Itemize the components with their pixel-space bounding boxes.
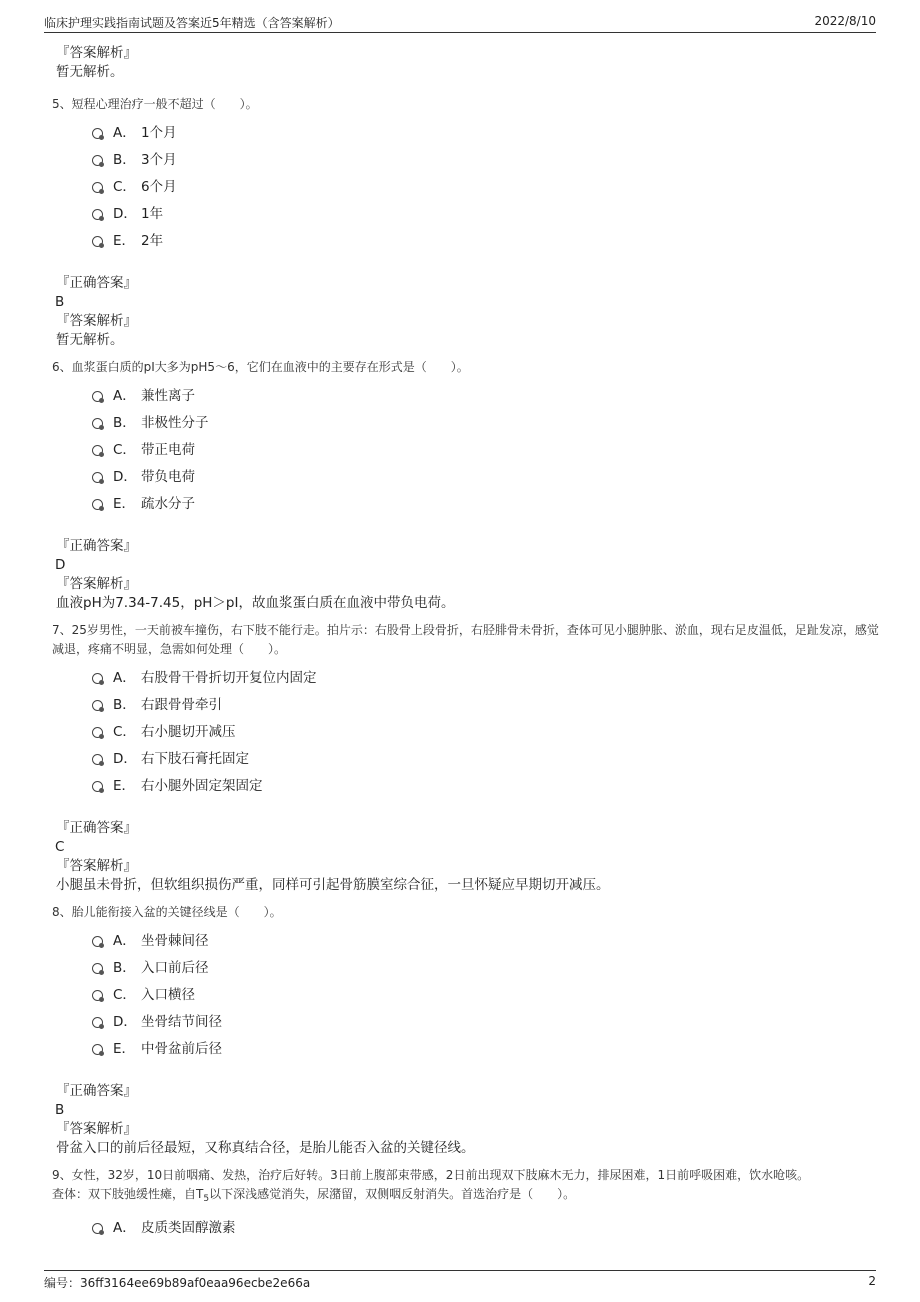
q7-options <box>92 662 882 797</box>
option-row[interactable] <box>92 198 882 225</box>
radio-icon[interactable] <box>92 963 103 974</box>
option-row[interactable] <box>92 380 882 407</box>
radio-icon[interactable] <box>92 182 103 193</box>
option-text: 3个月 <box>141 151 177 168</box>
option-letter: C． <box>113 986 136 1003</box>
option-text: 带正电荷 <box>141 441 195 458</box>
question-9-line-1: 9、女性，32岁，10日前咽痛、发热，治疗后好转。3日前上腹部束带感，2日前出现双下肢麻木无力，排尿困难，1日前呼吸困难，饮水呛咳。 <box>52 1168 810 1182</box>
question-9-line-2: 查体：双下肢弛缓性瘫，自$T_5$以下深浅感觉消失，尿潴留，双侧咽反射消失。首选治疗是（ ）。 <box>52 1187 576 1204</box>
option-row[interactable] <box>92 407 882 434</box>
option-letter: B． <box>113 414 136 431</box>
analysis-text: 暂无解析。 <box>56 64 124 80</box>
question-6: 6、血浆蛋白质的pI大多为pH5～6，它们在血液中的主要存在形式是（ ）。 <box>52 360 469 374</box>
correct-answer-label: 『正确答案』 <box>56 1083 137 1099</box>
analysis-label: 『答案解析』 <box>56 858 137 874</box>
q6-options <box>92 380 882 515</box>
option-letter: B． <box>113 151 136 168</box>
option-letter: D． <box>113 468 137 485</box>
option-row[interactable] <box>92 434 882 461</box>
radio-icon[interactable] <box>92 472 103 483</box>
option-text: 兼性离子 <box>141 387 195 404</box>
option-row[interactable] <box>92 662 882 689</box>
option-text: 坐骨棘间径 <box>141 932 209 949</box>
analysis-text: 小腿虽未骨折，但软组织损伤严重，同样可引起骨筋膜室综合征，一旦怀疑应早期切开减压。 <box>56 877 610 893</box>
radio-icon[interactable] <box>92 236 103 247</box>
option-row[interactable] <box>92 1033 882 1060</box>
option-text: 1年 <box>141 205 164 222</box>
analysis-text: 血液pH为7.34-7.45，pH＞pI，故血浆蛋白质在血液中带负电荷。 <box>56 595 455 611</box>
option-text: 入口前后径 <box>141 959 209 976</box>
option-letter: A． <box>113 1219 136 1236</box>
option-row[interactable] <box>92 743 882 770</box>
radio-icon[interactable] <box>92 499 103 510</box>
option-letter: E． <box>113 777 136 794</box>
option-letter: C． <box>113 723 136 740</box>
option-row[interactable] <box>92 716 882 743</box>
option-row[interactable] <box>92 925 882 952</box>
correct-answer-label: 『正确答案』 <box>56 275 137 291</box>
radio-icon[interactable] <box>92 155 103 166</box>
option-letter: E． <box>113 232 136 249</box>
option-text: 6个月 <box>141 178 177 195</box>
option-letter: A． <box>113 932 136 949</box>
radio-icon[interactable] <box>92 418 103 429</box>
option-row[interactable] <box>92 171 882 198</box>
q5-options <box>92 117 882 252</box>
correct-answer: B <box>55 1102 65 1118</box>
option-text: 疏水分子 <box>141 495 195 512</box>
radio-icon[interactable] <box>92 781 103 792</box>
option-text: 非极性分子 <box>141 414 209 431</box>
correct-answer: D <box>55 557 66 573</box>
radio-icon[interactable] <box>92 754 103 765</box>
option-row[interactable] <box>92 144 882 171</box>
radio-icon[interactable] <box>92 1044 103 1055</box>
radio-icon[interactable] <box>92 128 103 139</box>
radio-icon[interactable] <box>92 727 103 738</box>
question-7: 7、25岁男性，一天前被车撞伤，右下肢不能行走。拍片示：右股骨上段骨折，右胫腓骨未骨折，查体可见小腿肿胀、淤血，现右足皮温低，足趾发凉，感觉减退，疼痛不明显，急需如何处理（ ）。 <box>52 623 879 656</box>
page-number: 2 <box>868 1274 876 1288</box>
radio-icon[interactable] <box>92 1223 103 1234</box>
radio-icon[interactable] <box>92 673 103 684</box>
option-letter: B． <box>113 696 136 713</box>
analysis-label: 『答案解析』 <box>56 313 137 329</box>
option-text: 皮质类固醇激素 <box>141 1219 236 1236</box>
main-content <box>52 44 882 1239</box>
analysis-label: 『答案解析』 <box>56 1121 137 1137</box>
option-row[interactable] <box>92 952 882 979</box>
correct-answer: B <box>55 294 65 310</box>
option-letter: A． <box>113 387 136 404</box>
option-text: 入口横径 <box>141 986 195 1003</box>
option-letter: E． <box>113 1040 136 1057</box>
option-text: 右小腿外固定架固定 <box>141 777 263 794</box>
page-footer <box>44 1270 876 1293</box>
option-row[interactable] <box>92 1006 882 1033</box>
option-text: 右小腿切开减压 <box>141 723 236 740</box>
question-8: 8、胎儿能衔接入盆的关键径线是（ ）。 <box>52 905 282 919</box>
document-date: 2022/8/10 <box>814 14 876 28</box>
option-letter: C． <box>113 441 136 458</box>
option-row[interactable] <box>92 117 882 144</box>
radio-icon[interactable] <box>92 209 103 220</box>
q8-options <box>92 925 882 1060</box>
radio-icon[interactable] <box>92 936 103 947</box>
document-code: 编号：36ff3164ee69b89af0eaa96ecbe2e66a <box>44 1276 311 1290</box>
analysis-label: 『答案解析』 <box>56 576 137 592</box>
option-letter: A． <box>113 124 136 141</box>
question-5: 5、短程心理治疗一般不超过（ ）。 <box>52 97 258 111</box>
radio-icon[interactable] <box>92 700 103 711</box>
option-row[interactable] <box>92 1212 882 1239</box>
option-text: 右下肢石膏托固定 <box>141 750 249 767</box>
option-letter: C． <box>113 178 136 195</box>
correct-answer: C <box>55 839 65 855</box>
option-letter: D． <box>113 750 137 767</box>
q9-options <box>92 1212 882 1239</box>
option-text: 右跟骨骨牵引 <box>141 696 222 713</box>
option-text: 中骨盆前后径 <box>141 1040 222 1057</box>
option-row[interactable] <box>92 770 882 797</box>
document-title: 临床护理实践指南试题及答案近5年精选（含答案解析） <box>44 16 340 30</box>
analysis-label: 『答案解析』 <box>56 45 137 61</box>
radio-icon[interactable] <box>92 1017 103 1028</box>
analysis-text: 骨盆入口的前后径最短，又称真结合径，是胎儿能否入盆的关键径线。 <box>56 1140 475 1156</box>
option-text: 坐骨结节间径 <box>141 1013 222 1030</box>
radio-icon[interactable] <box>92 445 103 456</box>
option-row[interactable] <box>92 461 882 488</box>
option-row[interactable] <box>92 689 882 716</box>
option-row[interactable] <box>92 225 882 252</box>
option-text: 右股骨干骨折切开复位内固定 <box>141 669 317 686</box>
option-letter: E． <box>113 495 136 512</box>
option-row[interactable] <box>92 979 882 1006</box>
analysis-text: 暂无解析。 <box>56 332 124 348</box>
radio-icon[interactable] <box>92 391 103 402</box>
option-letter: A． <box>113 669 136 686</box>
option-letter: B． <box>113 959 136 976</box>
correct-answer-label: 『正确答案』 <box>56 538 137 554</box>
question-9 <box>52 1166 882 1209</box>
radio-icon[interactable] <box>92 990 103 1001</box>
option-letter: D． <box>113 205 137 222</box>
option-text: 1个月 <box>141 124 177 141</box>
page-header <box>44 12 876 33</box>
option-text: 带负电荷 <box>141 468 195 485</box>
option-letter: D． <box>113 1013 137 1030</box>
option-row[interactable] <box>92 488 882 515</box>
option-text: 2年 <box>141 232 164 249</box>
correct-answer-label: 『正确答案』 <box>56 820 137 836</box>
